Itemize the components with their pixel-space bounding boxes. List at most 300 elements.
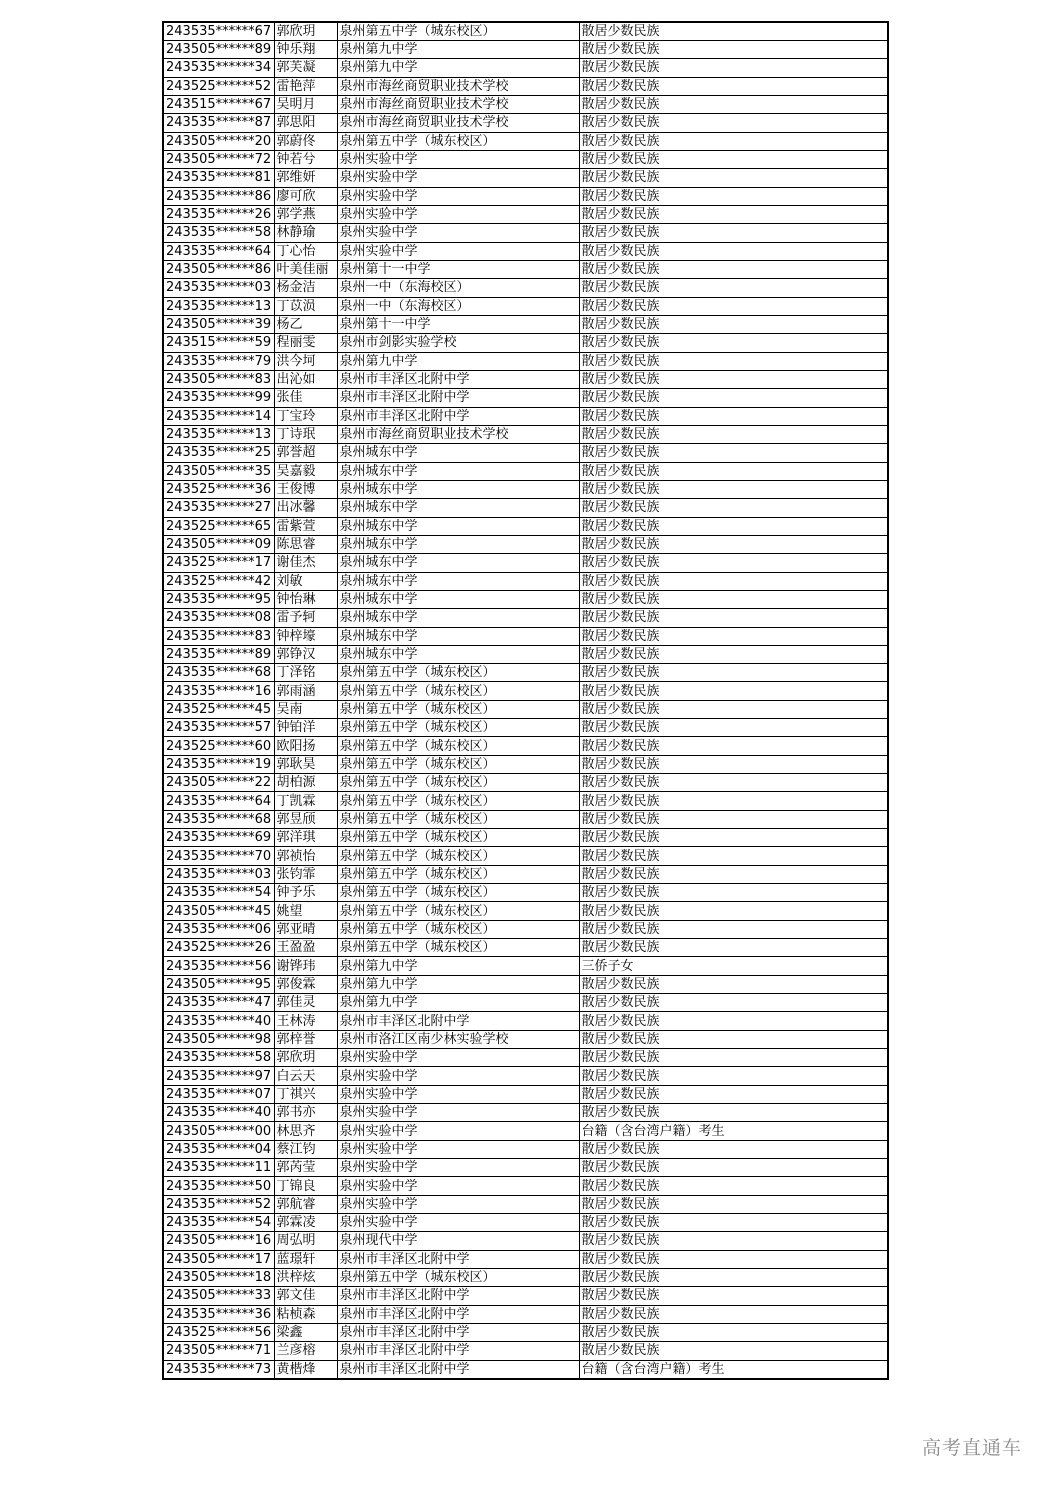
school-cell: 泉州第十一中学: [337, 315, 579, 333]
table-row: [163, 499, 888, 517]
category-cell: 散居少数民族: [579, 150, 888, 168]
school-cell: 泉州第五中学（城东校区）: [337, 700, 579, 718]
school-cell: 泉州一中（东海校区）: [337, 297, 579, 315]
category-cell: 散居少数民族: [579, 755, 888, 773]
student-name-cell: 雷予轲: [274, 609, 337, 627]
candidate-id-cell: 243535******40: [163, 1012, 274, 1030]
student-name-cell: 郭欣玥: [274, 22, 337, 41]
student-name-cell: 叶美佳丽: [274, 260, 337, 278]
table-row: [163, 352, 888, 370]
category-cell: 散居少数民族: [579, 1177, 888, 1195]
student-name-cell: 林思齐: [274, 1122, 337, 1140]
category-cell: 散居少数民族: [579, 260, 888, 278]
category-cell: 散居少数民族: [579, 1140, 888, 1158]
category-cell: 散居少数民族: [579, 1030, 888, 1048]
candidate-id-cell: 243535******99: [163, 389, 274, 407]
candidate-id-cell: 243535******57: [163, 719, 274, 737]
table-row: [163, 719, 888, 737]
student-name-cell: 钟予乐: [274, 884, 337, 902]
category-cell: 散居少数民族: [579, 1159, 888, 1177]
category-cell: 散居少数民族: [579, 169, 888, 187]
school-cell: 泉州第五中学（城东校区）: [337, 737, 579, 755]
candidate-id-cell: 243505******00: [163, 1122, 274, 1140]
school-cell: 泉州市丰泽区北附中学: [337, 1250, 579, 1268]
category-cell: 散居少数民族: [579, 1323, 888, 1341]
table-row: [163, 792, 888, 810]
school-cell: 泉州第九中学: [337, 59, 579, 77]
school-cell: 泉州实验中学: [337, 169, 579, 187]
student-name-cell: 丁泽铭: [274, 664, 337, 682]
candidate-id-cell: 243535******11: [163, 1159, 274, 1177]
school-cell: 泉州第五中学（城东校区）: [337, 920, 579, 938]
candidate-id-cell: 243535******58: [163, 224, 274, 242]
table-row: [163, 884, 888, 902]
category-cell: 台籍（含台湾户籍）考生: [579, 1122, 888, 1140]
school-cell: 泉州市丰泽区北附中学: [337, 1342, 579, 1360]
table-row: [163, 425, 888, 443]
table-row: [163, 242, 888, 260]
table-row: [163, 389, 888, 407]
category-cell: 散居少数民族: [579, 480, 888, 498]
student-name-cell: 杨乙: [274, 315, 337, 333]
category-cell: 散居少数民族: [579, 554, 888, 572]
school-cell: 泉州城东中学: [337, 462, 579, 480]
category-cell: 散居少数民族: [579, 1287, 888, 1305]
student-name-cell: 郭霖凌: [274, 1214, 337, 1232]
student-name-cell: 钟乐翔: [274, 41, 337, 59]
student-name-cell: 王俊博: [274, 480, 337, 498]
student-name-cell: 林静瑜: [274, 224, 337, 242]
school-cell: 泉州第五中学（城东校区）: [337, 939, 579, 957]
table-row: [163, 682, 888, 700]
candidate-id-cell: 243505******20: [163, 132, 274, 150]
candidate-id-cell: 243535******47: [163, 994, 274, 1012]
table-row: [163, 609, 888, 627]
student-name-cell: 谢铧玮: [274, 957, 337, 975]
school-cell: 泉州实验中学: [337, 1067, 579, 1085]
table-row: [163, 407, 888, 425]
table-row: [163, 169, 888, 187]
school-cell: 泉州实验中学: [337, 1177, 579, 1195]
candidate-id-cell: 243535******97: [163, 1067, 274, 1085]
student-name-cell: 出冰馨: [274, 499, 337, 517]
category-cell: 散居少数民族: [579, 77, 888, 95]
school-cell: 泉州城东中学: [337, 499, 579, 517]
candidate-id-cell: 243505******33: [163, 1287, 274, 1305]
table-row: [163, 1323, 888, 1341]
candidate-id-cell: 243535******07: [163, 1085, 274, 1103]
table-row: [163, 810, 888, 828]
school-cell: 泉州第五中学（城东校区）: [337, 132, 579, 150]
student-name-cell: 廖可欣: [274, 187, 337, 205]
student-name-cell: 丁苡涢: [274, 297, 337, 315]
category-cell: 散居少数民族: [579, 939, 888, 957]
category-cell: 散居少数民族: [579, 645, 888, 663]
candidate-id-cell: 243525******17: [163, 554, 274, 572]
table-row: [163, 1030, 888, 1048]
category-cell: 散居少数民族: [579, 315, 888, 333]
candidate-id-cell: 243505******86: [163, 260, 274, 278]
table-row: [163, 1250, 888, 1268]
school-cell: 泉州城东中学: [337, 517, 579, 535]
school-cell: 泉州第五中学（城东校区）: [337, 774, 579, 792]
student-name-cell: 兰彦榕: [274, 1342, 337, 1360]
student-name-cell: 陈思睿: [274, 535, 337, 553]
school-cell: 泉州实验中学: [337, 1214, 579, 1232]
student-name-cell: 雷紫萱: [274, 517, 337, 535]
category-cell: 散居少数民族: [579, 865, 888, 883]
candidate-id-cell: 243535******36: [163, 1305, 274, 1323]
category-cell: 散居少数民族: [579, 664, 888, 682]
table-row: [163, 150, 888, 168]
student-name-cell: 丁心怡: [274, 242, 337, 260]
school-cell: 泉州市丰泽区北附中学: [337, 1360, 579, 1379]
candidate-id-cell: 243535******67: [163, 22, 274, 41]
table-row: [163, 939, 888, 957]
school-cell: 泉州第五中学（城东校区）: [337, 22, 579, 41]
candidate-id-cell: 243535******13: [163, 297, 274, 315]
table-row: [163, 700, 888, 718]
category-cell: 散居少数民族: [579, 187, 888, 205]
school-cell: 泉州实验中学: [337, 224, 579, 242]
student-name-cell: 钟铂洋: [274, 719, 337, 737]
category-cell: 散居少数民族: [579, 884, 888, 902]
candidate-id-cell: 243535******40: [163, 1104, 274, 1122]
table-row: [163, 77, 888, 95]
category-cell: 散居少数民族: [579, 95, 888, 113]
candidate-id-cell: 243535******06: [163, 920, 274, 938]
school-cell: 泉州第五中学（城东校区）: [337, 865, 579, 883]
table-row: [163, 1140, 888, 1158]
candidate-id-cell: 243535******68: [163, 810, 274, 828]
student-name-cell: 钟怡琳: [274, 590, 337, 608]
table-row: [163, 1104, 888, 1122]
student-name-cell: 丁凯霖: [274, 792, 337, 810]
table-row: [163, 297, 888, 315]
student-name-cell: 丁宝玲: [274, 407, 337, 425]
category-cell: 散居少数民族: [579, 41, 888, 59]
category-cell: 散居少数民族: [579, 1305, 888, 1323]
student-name-cell: 郭文佳: [274, 1287, 337, 1305]
candidate-id-cell: 243535******86: [163, 187, 274, 205]
category-cell: 散居少数民族: [579, 205, 888, 223]
candidate-id-cell: 243535******54: [163, 1214, 274, 1232]
table-row: [163, 920, 888, 938]
student-name-cell: 郭铮汉: [274, 645, 337, 663]
candidate-id-cell: 243505******72: [163, 150, 274, 168]
school-cell: 泉州城东中学: [337, 480, 579, 498]
student-name-cell: 郭昱颀: [274, 810, 337, 828]
school-cell: 泉州市洛江区南少林实验学校: [337, 1030, 579, 1048]
candidate-id-cell: 243535******50: [163, 1177, 274, 1195]
school-cell: 泉州第五中学（城东校区）: [337, 792, 579, 810]
candidate-id-cell: 243505******22: [163, 774, 274, 792]
category-cell: 散居少数民族: [579, 1085, 888, 1103]
candidate-id-cell: 243535******89: [163, 645, 274, 663]
category-cell: 台籍（含台湾户籍）考生: [579, 1360, 888, 1379]
school-cell: 泉州第九中学: [337, 352, 579, 370]
school-cell: 泉州市丰泽区北附中学: [337, 370, 579, 388]
student-name-cell: 钟梓壕: [274, 627, 337, 645]
category-cell: 散居少数民族: [579, 242, 888, 260]
school-cell: 泉州实验中学: [337, 1195, 579, 1213]
student-name-cell: 郭芙凝: [274, 59, 337, 77]
student-name-cell: 蓝璟轩: [274, 1250, 337, 1268]
category-cell: 散居少数民族: [579, 994, 888, 1012]
student-name-cell: 王盈盈: [274, 939, 337, 957]
student-name-cell: 黄楷烽: [274, 1360, 337, 1379]
table-row: [163, 664, 888, 682]
candidate-id-cell: 243535******73: [163, 1360, 274, 1379]
candidate-id-cell: 243535******34: [163, 59, 274, 77]
student-name-cell: 丁祺兴: [274, 1085, 337, 1103]
student-name-cell: 洪今坷: [274, 352, 337, 370]
candidate-id-cell: 243535******14: [163, 407, 274, 425]
roster-body: [163, 22, 888, 1379]
table-row: [163, 1049, 888, 1067]
table-row: [163, 1287, 888, 1305]
school-cell: 泉州一中（东海校区）: [337, 279, 579, 297]
candidate-id-cell: 243535******87: [163, 114, 274, 132]
student-name-cell: 丁诗珉: [274, 425, 337, 443]
category-cell: 散居少数民族: [579, 719, 888, 737]
school-cell: 泉州实验中学: [337, 205, 579, 223]
candidate-id-cell: 243535******83: [163, 627, 274, 645]
candidate-id-cell: 243535******19: [163, 755, 274, 773]
school-cell: 泉州城东中学: [337, 590, 579, 608]
candidate-id-cell: 243525******36: [163, 480, 274, 498]
category-cell: 散居少数民族: [579, 279, 888, 297]
candidate-id-cell: 243525******65: [163, 517, 274, 535]
category-cell: 散居少数民族: [579, 444, 888, 462]
school-cell: 泉州实验中学: [337, 1140, 579, 1158]
table-row: [163, 1159, 888, 1177]
category-cell: 散居少数民族: [579, 59, 888, 77]
table-row: [163, 627, 888, 645]
school-cell: 泉州第九中学: [337, 994, 579, 1012]
student-name-cell: 吴嘉毅: [274, 462, 337, 480]
school-cell: 泉州市丰泽区北附中学: [337, 1012, 579, 1030]
candidate-id-cell: 243535******16: [163, 682, 274, 700]
category-cell: 散居少数民族: [579, 22, 888, 41]
school-cell: 泉州市丰泽区北附中学: [337, 389, 579, 407]
candidate-id-cell: 243525******42: [163, 572, 274, 590]
candidate-id-cell: 243505******71: [163, 1342, 274, 1360]
student-name-cell: 出沁如: [274, 370, 337, 388]
student-name-cell: 刘敏: [274, 572, 337, 590]
candidate-id-cell: 243505******39: [163, 315, 274, 333]
student-name-cell: 张钧霏: [274, 865, 337, 883]
table-row: [163, 829, 888, 847]
category-cell: 散居少数民族: [579, 792, 888, 810]
table-row: [163, 1067, 888, 1085]
candidate-id-cell: 243505******89: [163, 41, 274, 59]
student-name-cell: 郭欣玥: [274, 1049, 337, 1067]
school-cell: 泉州实验中学: [337, 1085, 579, 1103]
school-cell: 泉州城东中学: [337, 645, 579, 663]
student-roster-table: [162, 21, 889, 1380]
category-cell: 散居少数民族: [579, 1067, 888, 1085]
student-name-cell: 郭亚晴: [274, 920, 337, 938]
table-row: [163, 1214, 888, 1232]
student-name-cell: 洪梓炫: [274, 1268, 337, 1286]
category-cell: 散居少数民族: [579, 132, 888, 150]
category-cell: 散居少数民族: [579, 829, 888, 847]
category-cell: 散居少数民族: [579, 352, 888, 370]
student-name-cell: 杨金洁: [274, 279, 337, 297]
category-cell: 散居少数民族: [579, 535, 888, 553]
student-name-cell: 雷艳萍: [274, 77, 337, 95]
table-row: [163, 279, 888, 297]
candidate-id-cell: 243505******17: [163, 1250, 274, 1268]
school-cell: 泉州城东中学: [337, 554, 579, 572]
school-cell: 泉州第九中学: [337, 957, 579, 975]
candidate-id-cell: 243515******67: [163, 95, 274, 113]
school-cell: 泉州现代中学: [337, 1232, 579, 1250]
table-row: [163, 205, 888, 223]
student-name-cell: 丁锦良: [274, 1177, 337, 1195]
candidate-id-cell: 243505******45: [163, 902, 274, 920]
category-cell: 散居少数民族: [579, 1049, 888, 1067]
table-row: [163, 1177, 888, 1195]
school-cell: 泉州市丰泽区北附中学: [337, 1305, 579, 1323]
category-cell: 散居少数民族: [579, 902, 888, 920]
table-row: [163, 41, 888, 59]
category-cell: 散居少数民族: [579, 462, 888, 480]
table-row: [163, 260, 888, 278]
candidate-id-cell: 243535******03: [163, 279, 274, 297]
school-cell: 泉州实验中学: [337, 1122, 579, 1140]
table-row: [163, 315, 888, 333]
student-name-cell: 王林涛: [274, 1012, 337, 1030]
candidate-id-cell: 243535******68: [163, 664, 274, 682]
school-cell: 泉州实验中学: [337, 187, 579, 205]
student-name-cell: 郭芮莹: [274, 1159, 337, 1177]
candidate-id-cell: 243535******13: [163, 425, 274, 443]
candidate-id-cell: 243535******64: [163, 792, 274, 810]
student-name-cell: 欧阳扬: [274, 737, 337, 755]
table-row: [163, 1342, 888, 1360]
category-cell: 散居少数民族: [579, 517, 888, 535]
school-cell: 泉州第十一中学: [337, 260, 579, 278]
candidate-id-cell: 243535******25: [163, 444, 274, 462]
candidate-id-cell: 243525******52: [163, 77, 274, 95]
school-cell: 泉州第五中学（城东校区）: [337, 664, 579, 682]
category-cell: 散居少数民族: [579, 1268, 888, 1286]
school-cell: 泉州市海丝商贸职业技术学校: [337, 425, 579, 443]
student-name-cell: 姚望: [274, 902, 337, 920]
category-cell: 散居少数民族: [579, 975, 888, 993]
school-cell: 泉州市海丝商贸职业技术学校: [337, 114, 579, 132]
school-cell: 泉州市丰泽区北附中学: [337, 1287, 579, 1305]
school-cell: 泉州第五中学（城东校区）: [337, 682, 579, 700]
table-row: [163, 95, 888, 113]
school-cell: 泉州市丰泽区北附中学: [337, 407, 579, 425]
table-row: [163, 535, 888, 553]
table-row: [163, 1085, 888, 1103]
student-name-cell: 吴明月: [274, 95, 337, 113]
school-cell: 泉州城东中学: [337, 627, 579, 645]
school-cell: 泉州城东中学: [337, 444, 579, 462]
school-cell: 泉州第五中学（城东校区）: [337, 755, 579, 773]
table-row: [163, 480, 888, 498]
student-name-cell: 白云天: [274, 1067, 337, 1085]
table-row: [163, 1268, 888, 1286]
category-cell: 散居少数民族: [579, 590, 888, 608]
candidate-id-cell: 243535******04: [163, 1140, 274, 1158]
category-cell: 散居少数民族: [579, 1012, 888, 1030]
candidate-id-cell: 243505******09: [163, 535, 274, 553]
student-name-cell: 郭祯怡: [274, 847, 337, 865]
table-row: [163, 187, 888, 205]
table-row: [163, 737, 888, 755]
table-row: [163, 994, 888, 1012]
school-cell: 泉州第五中学（城东校区）: [337, 902, 579, 920]
school-cell: 泉州第五中学（城东校区）: [337, 719, 579, 737]
category-cell: 散居少数民族: [579, 499, 888, 517]
student-name-cell: 程丽雯: [274, 334, 337, 352]
table-row: [163, 59, 888, 77]
category-cell: 散居少数民族: [579, 370, 888, 388]
candidate-id-cell: 243535******95: [163, 590, 274, 608]
category-cell: 散居少数民族: [579, 920, 888, 938]
category-cell: 散居少数民族: [579, 224, 888, 242]
category-cell: 三侨子女: [579, 957, 888, 975]
student-name-cell: 张佳: [274, 389, 337, 407]
school-cell: 泉州实验中学: [337, 1049, 579, 1067]
school-cell: 泉州市海丝商贸职业技术学校: [337, 95, 579, 113]
category-cell: 散居少数民族: [579, 297, 888, 315]
candidate-id-cell: 243535******58: [163, 1049, 274, 1067]
table-row: [163, 1012, 888, 1030]
student-name-cell: 吴南: [274, 700, 337, 718]
table-row: [163, 554, 888, 572]
school-cell: 泉州城东中学: [337, 535, 579, 553]
category-cell: 散居少数民族: [579, 1232, 888, 1250]
school-cell: 泉州实验中学: [337, 1104, 579, 1122]
table-row: [163, 572, 888, 590]
table-row: [163, 462, 888, 480]
school-cell: 泉州第九中学: [337, 975, 579, 993]
candidate-id-cell: 243535******08: [163, 609, 274, 627]
student-name-cell: 郭航睿: [274, 1195, 337, 1213]
category-cell: 散居少数民族: [579, 1214, 888, 1232]
candidate-id-cell: 243525******56: [163, 1323, 274, 1341]
candidate-id-cell: 243535******03: [163, 865, 274, 883]
category-cell: 散居少数民族: [579, 407, 888, 425]
category-cell: 散居少数民族: [579, 609, 888, 627]
student-name-cell: 蔡江钧: [274, 1140, 337, 1158]
student-name-cell: 郭思阳: [274, 114, 337, 132]
table-row: [163, 645, 888, 663]
table-row: [163, 902, 888, 920]
student-name-cell: 谢佳杰: [274, 554, 337, 572]
table-row: [163, 132, 888, 150]
school-cell: 泉州城东中学: [337, 609, 579, 627]
table-row: [163, 957, 888, 975]
school-cell: 泉州实验中学: [337, 242, 579, 260]
student-name-cell: 郭俊霖: [274, 975, 337, 993]
candidate-id-cell: 243535******26: [163, 205, 274, 223]
student-name-cell: 郭蔚佟: [274, 132, 337, 150]
category-cell: 散居少数民族: [579, 627, 888, 645]
candidate-id-cell: 243505******16: [163, 1232, 274, 1250]
category-cell: 散居少数民族: [579, 682, 888, 700]
table-row: [163, 975, 888, 993]
student-name-cell: 郭佳灵: [274, 994, 337, 1012]
table-row: [163, 334, 888, 352]
watermark-text: 高考直通车: [921, 1437, 1022, 1459]
